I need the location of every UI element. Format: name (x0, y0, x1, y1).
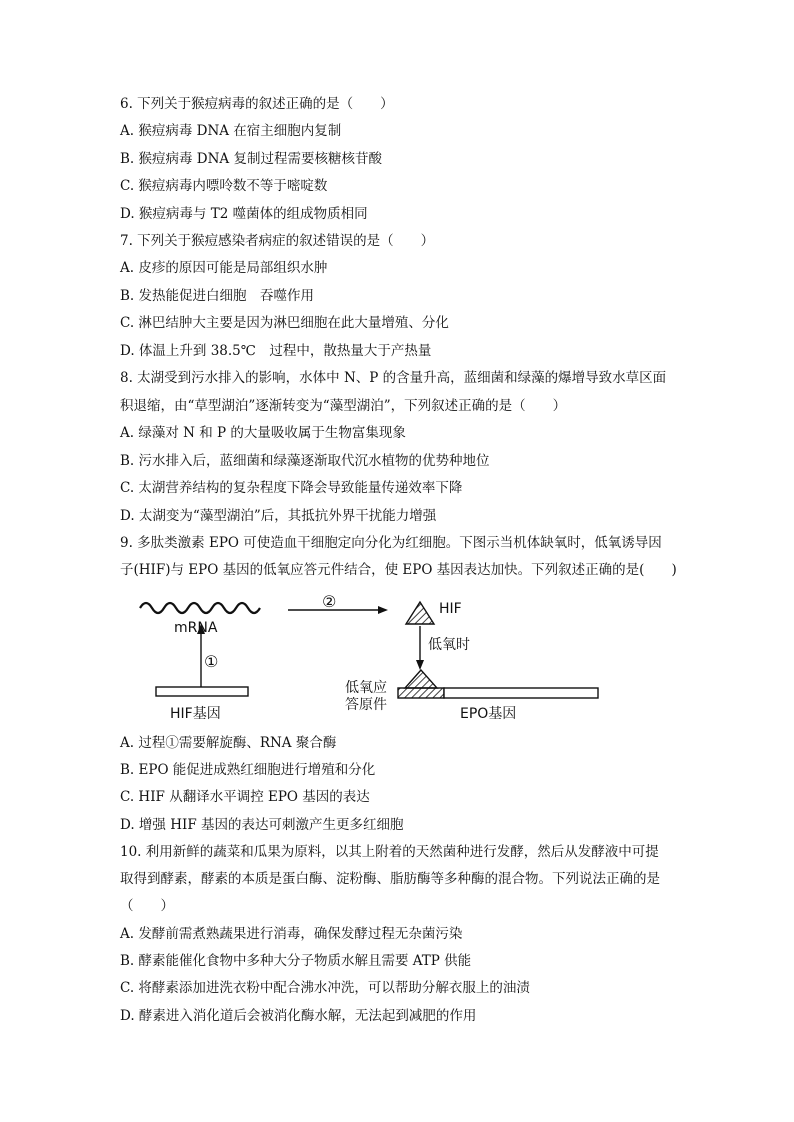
q6-option-d: D. 猴痘病毒与 T2 噬菌体的组成物质相同 (120, 206, 368, 222)
q6-stem: 6. 下列关于猴痘病毒的叙述正确的是（ ） (120, 96, 394, 112)
q8-stem-line2: 积退缩，由“草型湖泊”逐渐转变为“藻型湖泊”，下列叙述正确的是（ ） (120, 398, 567, 414)
q7-stem: 7. 下列关于猴痘感染者病症的叙述错误的是（ ） (120, 233, 435, 249)
q8-option-c: C. 太湖营养结构的复杂程度下降会导致能量传递效率下降 (120, 480, 463, 496)
bound-hif-triangle (405, 670, 437, 688)
response-element-segment (398, 688, 444, 698)
q10-stem-line2: 取得到酵素，酵素的本质是蛋白酶、淀粉酶、脂肪酶等多种酶的混合物。下列说法正确的是 (120, 871, 660, 887)
epo-gene-label: EPO基因 (460, 706, 517, 722)
low-oxygen-arrowhead (416, 660, 424, 670)
q6-option-a: A. 猴痘病毒 DNA 在宿主细胞内复制 (120, 123, 342, 139)
q6-option-c: C. 猴痘病毒内嘌呤数不等于嘧啶数 (120, 178, 328, 194)
step2-label: ② (322, 592, 337, 611)
q7-option-d: D. 体温上升到 38.5℃ 过程中，散热量大于产热量 (120, 343, 432, 359)
q9-option-d: D. 增强 HIF 基因的表达可刺激产生更多红细胞 (120, 817, 404, 833)
hif-gene-label: HIF基因 (170, 706, 221, 722)
q6-option-b: B. 猴痘病毒 DNA 复制过程需要核糖核苷酸 (120, 151, 382, 167)
q9-stem-line1: 9. 多肽类激素 EPO 可使造血干细胞定向分化为红细胞。下图示当机体缺氧时，低氧诱导因 (120, 535, 662, 551)
hif-gene-bar (156, 687, 248, 696)
q10-option-a: A. 发酵前需煮熟蔬果进行消毒，确保发酵过程无杂菌污染 (120, 926, 463, 942)
response-element-label-line1: 低氧应 (345, 680, 387, 696)
q7-option-a: A. 皮疹的原因可能是局部组织水肿 (120, 260, 328, 276)
hif-epo-diagram (130, 590, 610, 730)
q8-stem-line1: 8. 太湖受到污水排入的影响，水体中 N、P 的含量升高，蓝细菌和绿藻的爆增导致水草区面 (120, 370, 667, 386)
q7-option-b: B. 发热能促进白细胞 吞噬作用 (120, 288, 315, 304)
hif-triangle (406, 602, 434, 624)
q8-option-b: B. 污水排入后，蓝细菌和绿藻逐渐取代沉水植物的优势种地位 (120, 453, 490, 469)
q9-stem-line2: 子(HIF)与 EPO 基因的低氧应答元件结合，使 EPO 基因表达加快。下列叙述正确的是( ) (120, 562, 677, 578)
q10-option-c: C. 将酵素添加进洗衣粉中配合沸水冲洗，可以帮助分解衣服上的油渍 (120, 980, 530, 996)
response-element-label-line2: 答原件 (345, 697, 387, 713)
q9-option-a: A. 过程①需要解旋酶、RNA 聚合酶 (120, 735, 337, 751)
q10-stem-line3: （ ） (120, 898, 174, 914)
q8-option-a: A. 绿藻对 N 和 P 的大量吸收属于生物富集现象 (120, 425, 406, 441)
q10-option-d: D. 酵素进入消化道后会被消化酶水解，无法起到减肥的作用 (120, 1008, 477, 1024)
q10-stem-line1: 10. 利用新鲜的蔬菜和瓜果为原料，以其上附着的天然菌种进行发酵，然后从发酵液中可提 (120, 844, 659, 860)
low-oxygen-label: 低氧时 (428, 637, 470, 653)
step2-arrowhead (378, 606, 388, 614)
q9-option-c: C. HIF 从翻译水平调控 EPO 基因的表达 (120, 789, 370, 805)
step1-label: ① (204, 652, 219, 671)
q10-option-b: B. 酵素能催化食物中多种大分子物质水解且需要 ATP 供能 (120, 953, 472, 969)
q7-option-c: C. 淋巴结肿大主要是因为淋巴细胞在此大量增殖、分化 (120, 315, 449, 331)
hif-label: HIF (439, 601, 462, 617)
mrna-wave (140, 603, 260, 613)
mrna-label: mRNA (174, 620, 218, 636)
q9-option-b: B. EPO 能促进成熟红细胞进行增殖和分化 (120, 762, 376, 778)
epo-gene-bar (444, 688, 598, 698)
q8-option-d: D. 太湖变为“藻型湖泊”后，其抵抗外界干扰能力增强 (120, 508, 437, 524)
